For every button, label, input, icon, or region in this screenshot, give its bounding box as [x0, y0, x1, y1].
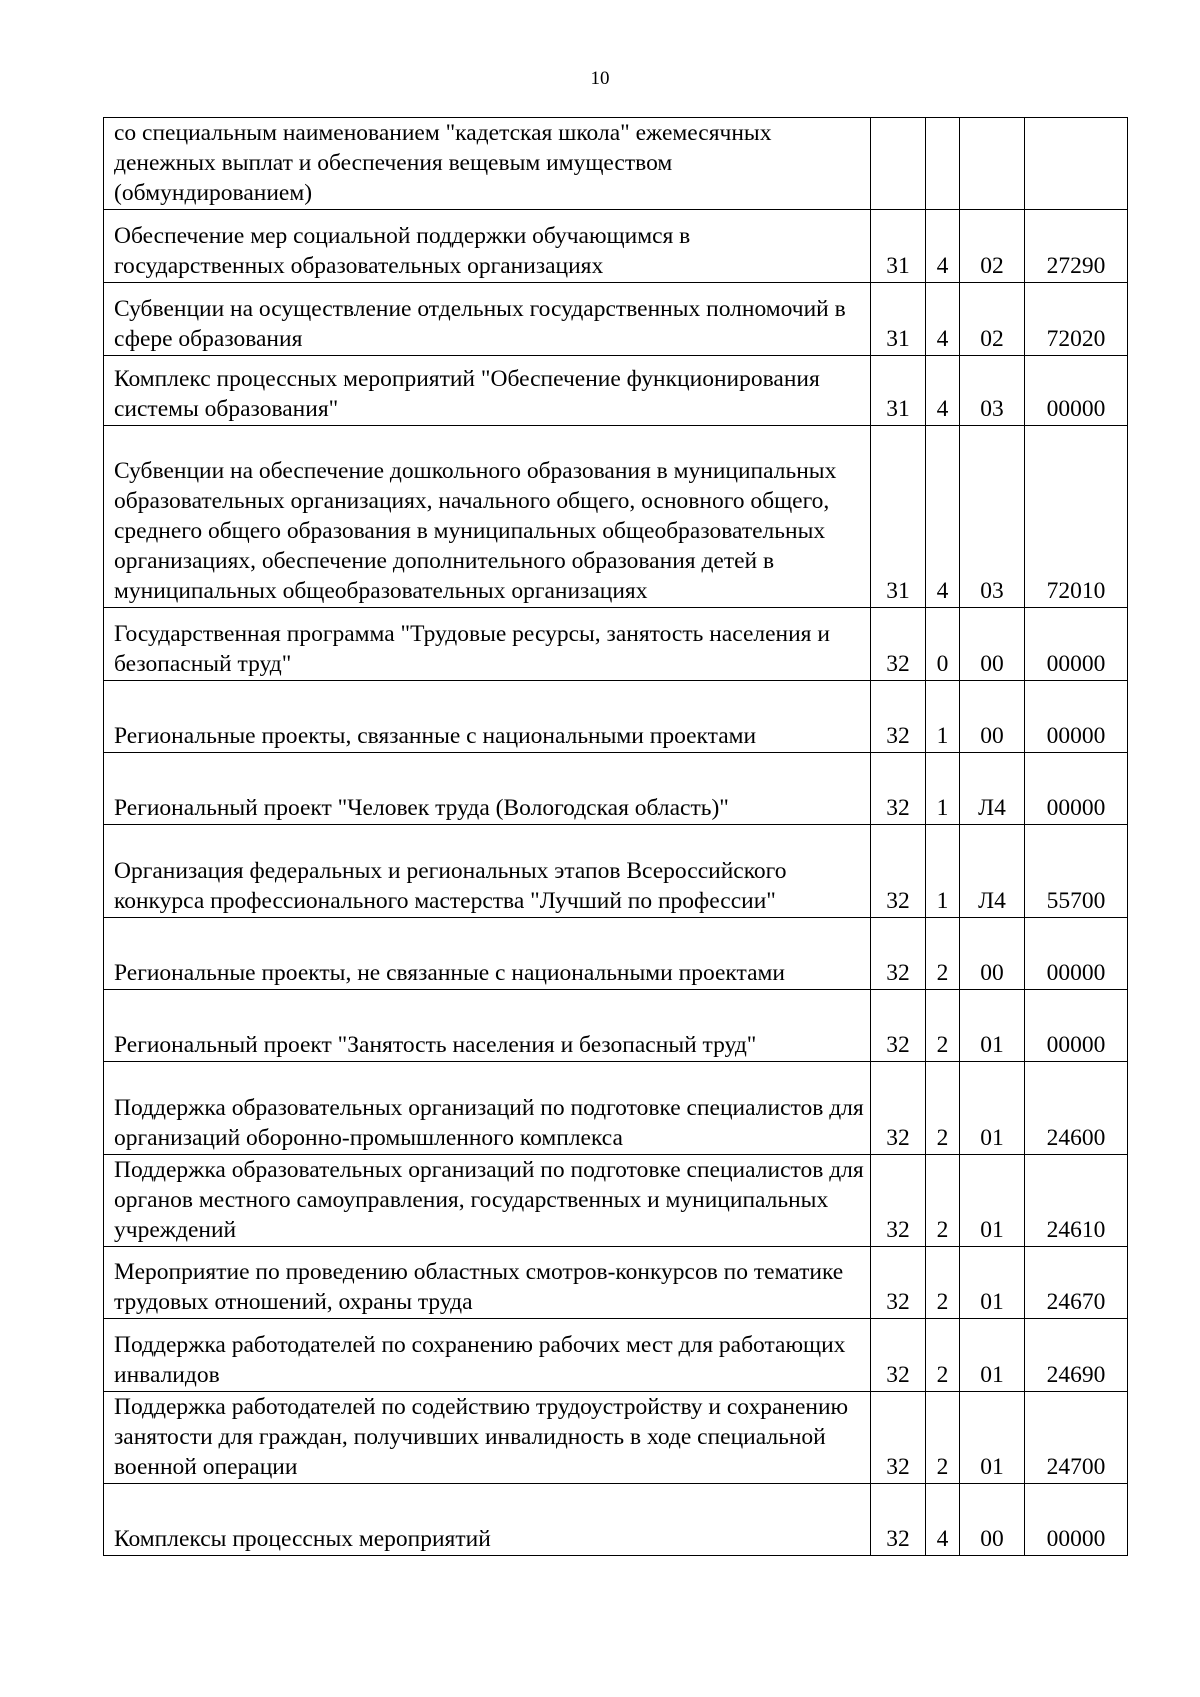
budget-classification-table	[103, 117, 1128, 1556]
subprogram-code	[926, 118, 960, 210]
subprogram-code: 4	[926, 1484, 960, 1556]
structure-code: 01	[960, 1155, 1025, 1247]
structure-code: 01	[960, 1062, 1025, 1155]
direction-code: 55700	[1025, 825, 1128, 918]
row-name: Региональный проект "Занятость населения и безопасный труд"	[104, 990, 871, 1062]
row-name: Региональные проекты, связанные с национальными проектами	[104, 681, 871, 753]
program-code: 32	[871, 1247, 926, 1319]
subprogram-code: 2	[926, 1319, 960, 1392]
subprogram-code: 2	[926, 1155, 960, 1247]
row-name: Поддержка работодателей по сохранению рабочих мест для работающих инвалидов	[104, 1319, 871, 1392]
program-code: 32	[871, 1484, 926, 1556]
table-row	[104, 1247, 1128, 1319]
direction-code: 00000	[1025, 608, 1128, 681]
subprogram-code: 1	[926, 825, 960, 918]
program-code	[871, 118, 926, 210]
table-row	[104, 990, 1128, 1062]
subprogram-code: 1	[926, 753, 960, 825]
row-name: Поддержка образовательных организаций по подготовке специалистов для органов местного самоуправления, государственных и муниципальных учреждений	[104, 1155, 871, 1247]
row-name: Комплексы процессных мероприятий	[104, 1484, 871, 1556]
row-name: Субвенции на осуществление отдельных государственных полномочий в сфере образования	[104, 283, 871, 356]
program-code: 31	[871, 426, 926, 608]
table-row	[104, 1062, 1128, 1155]
structure-code: 02	[960, 283, 1025, 356]
table-row	[104, 1392, 1128, 1484]
row-name: Комплекс процессных мероприятий "Обеспечение функционирования системы образования"	[104, 356, 871, 426]
structure-code: 00	[960, 681, 1025, 753]
program-code: 31	[871, 356, 926, 426]
structure-code: 00	[960, 918, 1025, 990]
table-row	[104, 825, 1128, 918]
subprogram-code: 2	[926, 1392, 960, 1484]
structure-code	[960, 118, 1025, 210]
row-name: Мероприятие по проведению областных смотров-конкурсов по тематике трудовых отношений, охраны труда	[104, 1247, 871, 1319]
direction-code: 00000	[1025, 1484, 1128, 1556]
direction-code: 27290	[1025, 210, 1128, 283]
structure-code: Л4	[960, 825, 1025, 918]
table-row	[104, 1319, 1128, 1392]
structure-code: 01	[960, 1319, 1025, 1392]
table-row	[104, 918, 1128, 990]
direction-code: 24610	[1025, 1155, 1128, 1247]
direction-code	[1025, 118, 1128, 210]
program-code: 32	[871, 1319, 926, 1392]
structure-code: 01	[960, 990, 1025, 1062]
structure-code: Л4	[960, 753, 1025, 825]
direction-code: 24700	[1025, 1392, 1128, 1484]
subprogram-code: 2	[926, 990, 960, 1062]
program-code: 32	[871, 681, 926, 753]
program-code: 31	[871, 210, 926, 283]
subprogram-code: 2	[926, 918, 960, 990]
structure-code: 01	[960, 1392, 1025, 1484]
program-code: 32	[871, 1155, 926, 1247]
direction-code: 00000	[1025, 990, 1128, 1062]
row-name: Организация федеральных и региональных этапов Всероссийского конкурса профессионального мастерства "Лучший по профессии"	[104, 825, 871, 918]
table-row	[104, 356, 1128, 426]
subprogram-code: 2	[926, 1062, 960, 1155]
program-code: 32	[871, 753, 926, 825]
structure-code: 02	[960, 210, 1025, 283]
subprogram-code: 4	[926, 426, 960, 608]
row-name: Региональные проекты, не связанные с национальными проектами	[104, 918, 871, 990]
row-name: Обеспечение мер социальной поддержки обучающимся в государственных образовательных организациях	[104, 210, 871, 283]
direction-code: 24600	[1025, 1062, 1128, 1155]
table-row	[104, 118, 1128, 210]
table-row	[104, 426, 1128, 608]
row-name: Субвенции на обеспечение дошкольного образования в муниципальных образовательных организациях, начального общего, основного общего, среднего общего образования в муниципальных общеобразовательных организациях, обеспечение дополнительного образования детей в муниципальных общеобразовательных организациях	[104, 426, 871, 608]
direction-code: 24670	[1025, 1247, 1128, 1319]
direction-code: 00000	[1025, 681, 1128, 753]
subprogram-code: 4	[926, 356, 960, 426]
table-row	[104, 1484, 1128, 1556]
subprogram-code: 4	[926, 283, 960, 356]
direction-code: 00000	[1025, 356, 1128, 426]
program-code: 32	[871, 918, 926, 990]
program-code: 32	[871, 825, 926, 918]
table-row	[104, 1155, 1128, 1247]
subprogram-code: 4	[926, 210, 960, 283]
table-row	[104, 681, 1128, 753]
table-row	[104, 210, 1128, 283]
table-row	[104, 608, 1128, 681]
subprogram-code: 0	[926, 608, 960, 681]
subprogram-code: 1	[926, 681, 960, 753]
structure-code: 00	[960, 608, 1025, 681]
table-row	[104, 753, 1128, 825]
program-code: 32	[871, 990, 926, 1062]
page-number: 10	[590, 68, 610, 89]
row-name: Поддержка образовательных организаций по подготовке специалистов для организаций оборонно-промышленного комплекса	[104, 1062, 871, 1155]
program-code: 31	[871, 283, 926, 356]
structure-code: 00	[960, 1484, 1025, 1556]
program-code: 32	[871, 1392, 926, 1484]
direction-code: 00000	[1025, 918, 1128, 990]
row-name: Региональный проект "Человек труда (Вологодская область)"	[104, 753, 871, 825]
table-row	[104, 283, 1128, 356]
direction-code: 00000	[1025, 753, 1128, 825]
program-code: 32	[871, 608, 926, 681]
structure-code: 03	[960, 356, 1025, 426]
row-name: Поддержка работодателей по содействию трудоустройству и сохранению занятости для граждан, получивших инвалидность в ходе специальной военной операции	[104, 1392, 871, 1484]
structure-code: 03	[960, 426, 1025, 608]
structure-code: 01	[960, 1247, 1025, 1319]
row-name: Государственная программа "Трудовые ресурсы, занятость населения и безопасный труд"	[104, 608, 871, 681]
direction-code: 72010	[1025, 426, 1128, 608]
direction-code: 72020	[1025, 283, 1128, 356]
direction-code: 24690	[1025, 1319, 1128, 1392]
subprogram-code: 2	[926, 1247, 960, 1319]
program-code: 32	[871, 1062, 926, 1155]
row-name: со специальным наименованием "кадетская школа" ежемесячных денежных выплат и обеспечения вещевым имуществом (обмундированием)	[104, 118, 871, 210]
